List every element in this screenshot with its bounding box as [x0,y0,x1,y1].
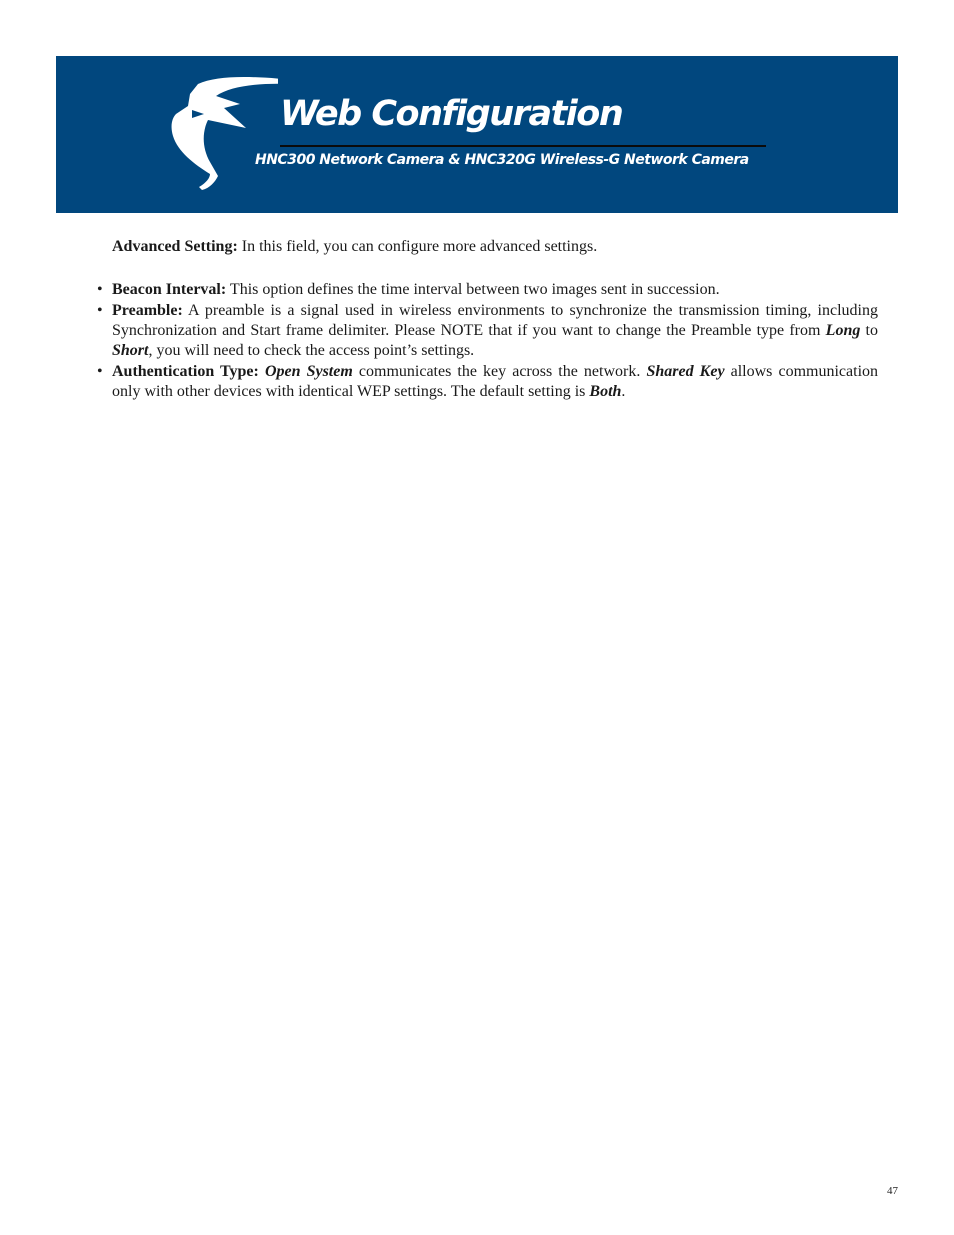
settings-list [112,280,878,402]
banner-subtitle: HNC300 Network Camera & HNC320G Wireless-G Network Camera [255,152,749,168]
intro-label: Advanced Setting: [112,238,238,255]
list-item-authentication-type [112,362,878,402]
list-item-preamble [112,301,878,361]
item-text: This option defines the time interval between two images sent in succession. [226,281,720,298]
item-label: Authentication Type: [112,363,259,380]
body-content [112,237,878,403]
item-emphasis: Long [825,322,861,339]
item-text: A preamble is a signal used in wireless environments to synchronize the transmission timing, including Synchronization and Start frame delimiter. Please NOTE that if you want to change the Preamble type from [112,302,878,339]
item-text: to [860,322,878,339]
banner-divider [280,145,766,147]
page-number: 47 [887,1185,898,1197]
item-emphasis: Short [112,342,149,359]
item-label: Beacon Interval: [112,281,227,298]
banner-title: Web Configuration [280,94,623,134]
header-banner [56,56,898,213]
item-emphasis: Shared Key [646,363,725,380]
eagle-head-icon [168,72,278,192]
item-text: allows communication only with other devices with identical WEP settings. The default setting is [112,363,879,400]
item-emphasis: Open System [264,363,353,380]
item-emphasis: Both [589,383,622,400]
intro-text: In this field, you can configure more advanced settings. [237,238,598,255]
item-text: . [621,383,626,400]
intro-paragraph [112,237,878,257]
item-label: Preamble: [112,302,183,319]
item-text: communicates the key across the network. [352,363,647,380]
item-text: , you will need to check the access point’s settings. [148,342,475,359]
list-item-beacon-interval [112,280,878,300]
